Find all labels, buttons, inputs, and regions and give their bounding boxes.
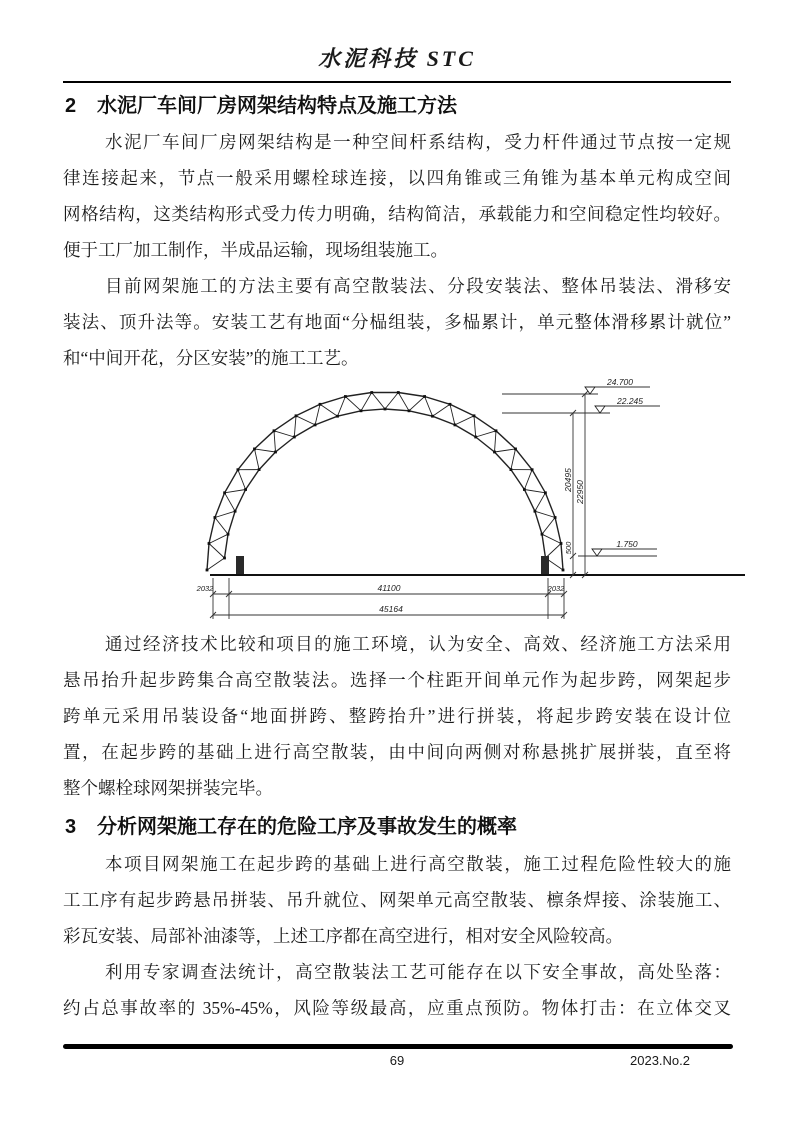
dim-label-small: 500 [564,541,573,555]
truss-arch [206,391,565,571]
body-line: 置，在起步跨的基础上进行高空散装，由中间向两侧对称悬挑扩展拼装，直至将 [63,742,731,762]
structure-diagram [185,372,750,622]
body-line: 利用专家调查法统计，高空散装法工艺可能存在以下安全事故，高处坠落： [105,962,731,982]
body-line: 和“中间开花，分区安装”的施工工艺。 [63,348,359,368]
paragraph [63,954,731,1026]
section-heading-2 [65,89,457,118]
body-line: 工工序有起步跨悬吊拼装、吊升就位、网架单元高空散装、檩条焊接、涂装施工、 [63,890,731,910]
body-line: 通过经济技术比较和项目的施工环境，认为安全、高效、经济施工方法采用 [105,634,731,654]
journal-title: 水泥科技 STC [318,46,476,71]
elevation-label-low: 1.750 [616,539,638,549]
paragraph [63,124,731,268]
dim-label-height-outer: 22950 [575,480,585,504]
dim-label-left: 2032 [196,584,214,593]
paragraph [63,268,731,376]
dim-label-right: 2032 [547,584,565,593]
body-line: 彩瓦安装、局部补油漆等，上述工序都在高空进行，相对安全风险较高。 [63,926,623,946]
body-line: 本项目网架施工在起步跨的基础上进行高空散装，施工过程危险性较大的施 [105,854,731,874]
section-heading-3 [65,810,517,839]
body-line: 装法、顶升法等。安装工艺有地面“分榀组装，多榀累计，单元整体滑移累计就位” [63,312,731,332]
body-line: 约占总事故率的 35%-45%，风险等级最高，应重点预防。物体打击：在立体交叉 [63,998,731,1018]
body-line: 水泥厂车间厂房网架结构是一种空间杆系结构，受力杆件通过节点按一定规 [105,132,731,152]
issue-label: 2023.No.2 [630,1053,690,1068]
section-number: 2 [65,95,77,117]
dimension-lines [210,387,660,619]
body-line: 便于工厂加工制作，半成品运输，现场组装施工。 [63,240,448,260]
elevation-label-mid: 22.245 [617,396,643,406]
body-line: 目前网架施工的方法主要有高空散装法、分段安装法、整体吊装法、滑移安 [105,276,731,296]
elevation-flags [585,387,605,556]
footer-rule [63,1044,733,1049]
body-line: 悬吊抬升起步跨集合高空散装法。选择一个柱距开间单元作为起步跨，网架起步 [63,670,731,690]
support-right [541,556,549,574]
elevation-flag-mid [595,406,605,413]
section-title: 分析网架施工存在的危险工序及事故发生的概率 [97,816,517,838]
figure-arch-truss-diagram [185,372,750,622]
dim-label-total: 45164 [379,604,403,614]
section-number: 3 [65,816,77,838]
body-line: 整个螺栓球网架拼装完毕。 [63,778,273,798]
dim-label-span: 41100 [377,583,401,593]
elevation-flag-low [592,549,602,556]
support-left [236,556,244,574]
body-line: 律连接起来，节点一般采用螺栓球连接，以四角锥或三角锥为基本单元构成空间 [63,168,731,188]
body-line: 跨单元采用吊装设备“地面拼跨、整跨抬升”进行拼装，将起步跨安装在设计位 [63,706,731,726]
paragraph [63,626,731,806]
section-title: 水泥厂车间厂房网架结构特点及施工方法 [97,95,457,117]
elevation-label-top: 24.700 [607,377,633,387]
dim-label-height-inner: 20495 [563,468,573,492]
header-rule [63,81,731,83]
page-number: 69 [389,1053,405,1068]
paragraph [63,846,731,954]
body-line: 网格结构，这类结构形式受力传力明确，结构简洁，承载能力和空间稳定性均较好。 [63,204,731,224]
